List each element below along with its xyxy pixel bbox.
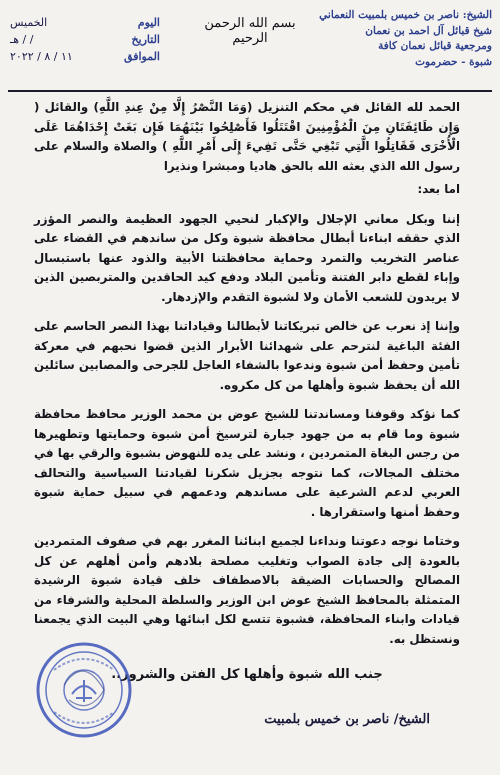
sender-subtitle: ومرجعية قبائل نعمان كافة: [378, 40, 492, 52]
date-row-gregorian: [10, 48, 160, 65]
date-row-day: [10, 14, 160, 31]
paragraph-3: كما نؤكد وقوفنا ومساندتنا للشيخ عوض بن محمد الوزير محافظ محافظة شبوة وما قام به من جهود جبارة لترسيخ أمن شبوة وحمايتها وتطهيرها من رجس البغاة المتمردين ، ونشد على يده للنهوض بشبوة والرقي بها في مختلف المجالات، كما نتوجه بجزيل شكرنا لقيادتنا السياسية والتحالف العربي لدعم الشرعية على مساندهم ودعمهم في سبيل حماية شبوة وحفظ أمنها واستقرارها .: [34, 407, 460, 519]
day-label: اليوم: [137, 16, 160, 29]
hijri-label: التاريخ: [131, 33, 160, 46]
paragraph-1: إننا وبكل معاني الإجلال والإكبار لنحيي الجهود العظيمة والنصر المؤزر الذي حققه ابناءنا أبطال محافظة شبوة وكل من ساندهم في القضاء على عناصر التخريب والتمرد وحماية محافظتنا الأبية والذود عنها باستبسال وإباء لقطع دابر الفتنة وتأمين البلاد ودفع كيد الحاقدين والمتربصين الذين لا يريدون للشعب الأمان ولا لشبوة التقدم والإزدهار.: [34, 211, 460, 304]
sender-block: [314, 8, 492, 70]
gregorian-value: ١١ / ٨ / ٢٠٢٢: [10, 50, 73, 63]
header-divider: [8, 90, 492, 92]
official-stamp: [34, 640, 134, 740]
date-block: [10, 14, 160, 65]
letterhead: [0, 0, 500, 92]
intro-paragraph: الحمد لله القائل في محكم التنزيل (وَمَا النَّصْرُ إِلَّا مِنْ عِندِ اللَّهِ) والقائل ( وَإِن طَائِفَتَانِ مِنَ الْمُؤْمِنِينَ اقْتَتَلُوا فَأَصْلِحُوا بَيْنَهُمَا فَإِن بَغَتْ إِحْدَاهُمَا عَلَى الْأُخْرَى فَقَاتِلُوا الَّتِي تَبْغِي حَتَّى تَفِيءَ إِلَى أَمْرِ اللَّهِ ) والصلاة والسلام على رسول الله الذي بعثه الله بالحق هاديا ومبشرا ونذيرا: [34, 100, 460, 173]
paragraph-4: وختاما نوجه دعوتنا ونداءنا لجميع ابنائنا المغرر بهم في صفوف المتمردين بالعودة إلى جادة الصواب وتغليب مصلحة بلادهم وأمن أهلهم عن كل المصالح والحسابات الضيقة بالاصطفاف خلف قيادة شبوة الرشيدة المتمثلة بالمحافظ الشيخ عوض ابن الوزير والسلطة المحلية والشرفاء من قيادات وابناء المحافظة، فشبوة تتسع لكل ابنائها وهي البيت الذي يجمعنا ونستظل به.: [34, 534, 460, 646]
basmala: بسم الله الرحمن الرحيم: [204, 16, 296, 46]
sender-location: شبوة - حضرموت: [415, 55, 492, 68]
signature-line: الشيخ/ ناصر بن خميس بلمبيت: [264, 712, 430, 727]
hijri-value: / / هـ: [10, 33, 34, 46]
sender-title: شيخ قبائل آل احمد بن نعمان: [365, 24, 492, 37]
sender-name: الشيخ: ناصر بن خميس بلمبيت النعماني: [319, 9, 492, 21]
paragraph-2: وإننا إذ نعرب عن خالص تبريكاتنا لأبطالنا وقياداتنا بهذا النصر الحاسم على الفئة الباغية لنترحم على شهدائنا الأبرار الذين قضوا نحبهم في معركة تأمين وحفظ أمن شبوة وندعوا بالشفاء العاجل للجرحى والمصابين سائلين الله أن يحفظ شبوة وأهلها من كل مكروه.: [34, 319, 460, 392]
day-value: الخميس: [10, 16, 48, 29]
closing-line: جنب الله شبوة وأهلها كل الفتن والشرور..: [111, 667, 383, 682]
letter-body: [34, 98, 460, 685]
amma-baad: اما بعد:: [417, 182, 460, 196]
gregorian-label: الموافق: [124, 50, 160, 63]
stamp-seal-icon: [34, 640, 134, 740]
date-row-hijri: [10, 31, 160, 48]
